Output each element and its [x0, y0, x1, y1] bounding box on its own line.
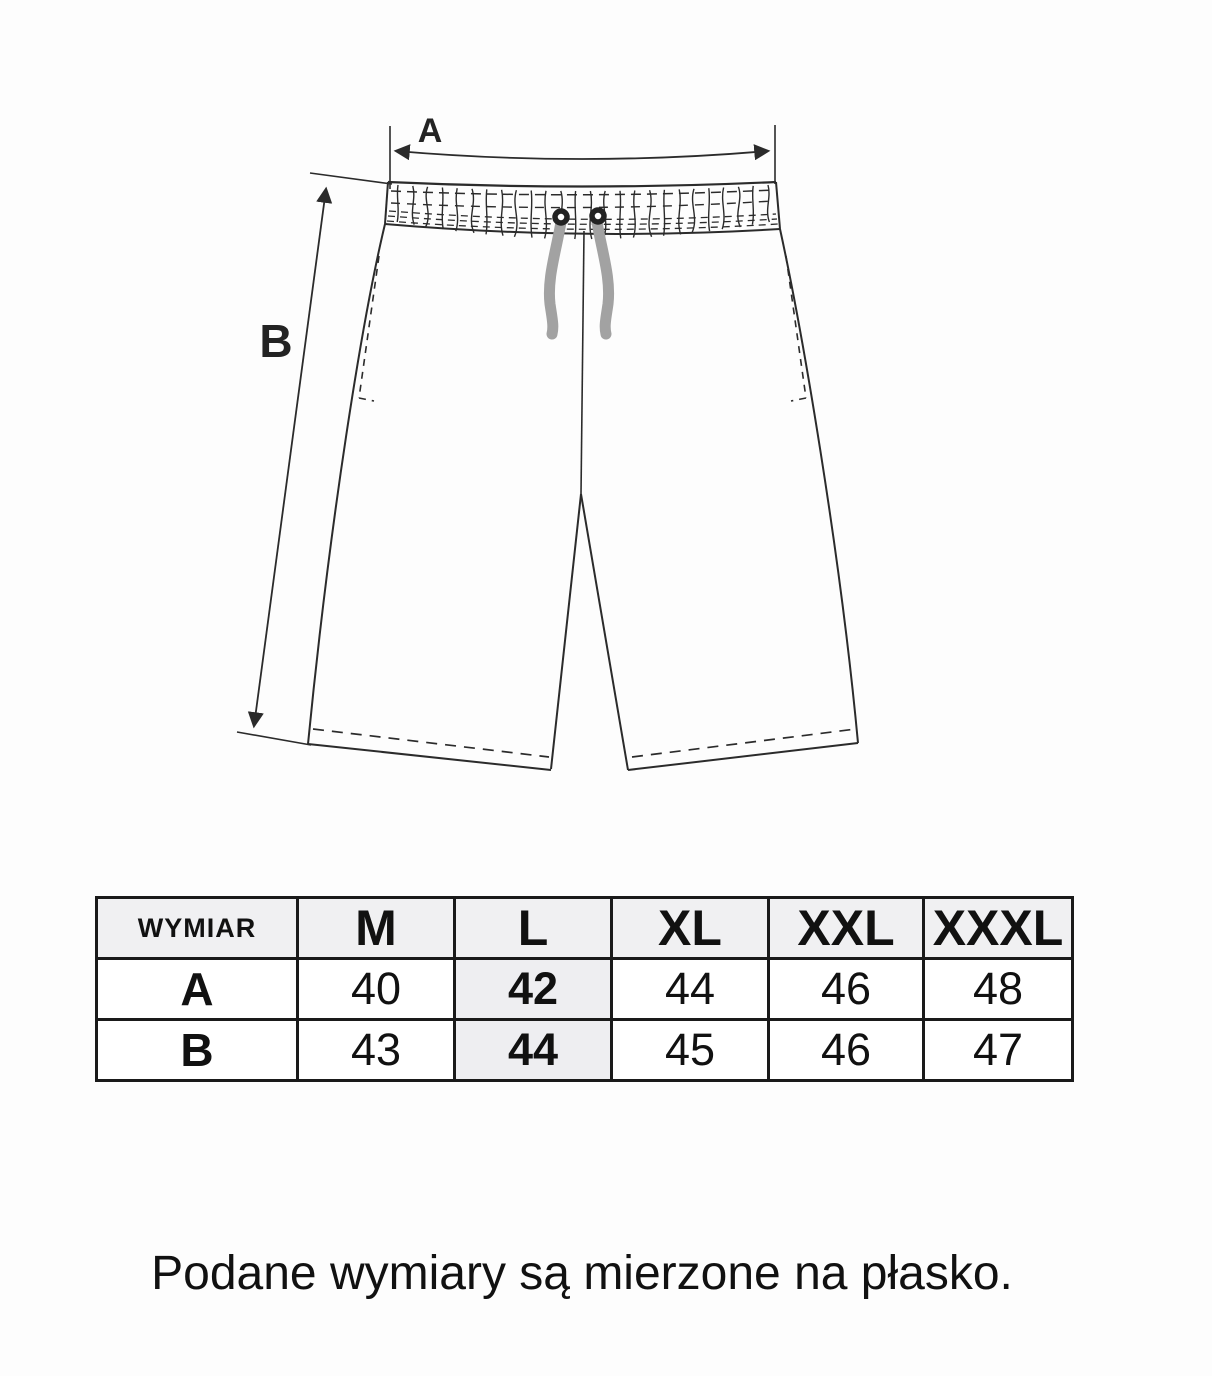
- waistband-right-edge: [776, 182, 780, 229]
- header-size-xxl: XXL: [769, 898, 924, 959]
- size-table: [95, 896, 1074, 1082]
- left-inseam: [551, 494, 581, 769]
- table-row-a: [97, 959, 1073, 1020]
- left-pocket-opening: [359, 256, 379, 398]
- drawstrings: [549, 222, 608, 334]
- drawstring-left: [549, 222, 561, 334]
- eyelet-right: [592, 210, 604, 222]
- header-size-m: M: [298, 898, 455, 959]
- waistband-stitch-middle: [391, 201, 772, 208]
- shorts-body: [308, 224, 858, 770]
- right-inseam: [581, 494, 628, 770]
- waistband-left-edge: [385, 182, 388, 224]
- eyelet-left: [555, 211, 567, 223]
- dim-b-line: [254, 189, 326, 726]
- waistband: [385, 182, 780, 239]
- measurement-note: Podane wymiary są mierzone na płasko.: [151, 1247, 1013, 1300]
- row-a-value-xxl: 46: [769, 959, 924, 1020]
- row-b-value-xl: 45: [612, 1020, 769, 1081]
- row-a-label: A: [97, 959, 298, 1020]
- dimension-arrow-b: [237, 173, 392, 745]
- right-outseam: [780, 229, 858, 743]
- waistband-top-edge: [388, 182, 776, 187]
- dimension-label-b: B: [259, 315, 293, 367]
- row-b-label: B: [97, 1020, 298, 1081]
- left-hem: [308, 744, 551, 770]
- row-b-value-l: 44: [455, 1020, 612, 1081]
- waistband-stitch-bottom-1: [389, 211, 776, 219]
- right-hem-stitch: [632, 729, 856, 757]
- header-wymiar: WYMIAR: [97, 898, 298, 959]
- dim-a-line: [396, 151, 768, 159]
- header-size-l: L: [455, 898, 612, 959]
- left-hem-stitch: [313, 729, 549, 757]
- row-b-value-m: 43: [298, 1020, 455, 1081]
- header-size-xl: XL: [612, 898, 769, 959]
- row-a-value-l: 42: [455, 959, 612, 1020]
- header-size-xxxl: XXXL: [924, 898, 1073, 959]
- waistband-stitch-top: [391, 190, 773, 195]
- row-a-value-xl: 44: [612, 959, 769, 1020]
- row-b-value-xxl: 46: [769, 1020, 924, 1081]
- drawstring-right: [597, 222, 609, 334]
- row-a-value-xxxl: 48: [924, 959, 1073, 1020]
- left-outseam: [308, 224, 385, 744]
- left-pocket-bottom: [359, 398, 374, 401]
- fly-center-seam: [581, 231, 584, 494]
- table-row-b: [97, 1020, 1073, 1081]
- dim-b-extension-bottom: [237, 732, 311, 745]
- row-a-value-m: 40: [298, 959, 455, 1020]
- dimension-label-a: A: [417, 112, 443, 150]
- right-hem: [628, 743, 858, 770]
- row-b-value-xxxl: 47: [924, 1020, 1073, 1081]
- table-header-row: [97, 898, 1073, 959]
- right-pocket-bottom: [791, 398, 806, 401]
- dim-b-extension-top: [310, 173, 392, 184]
- dimension-arrow-a: [390, 125, 775, 189]
